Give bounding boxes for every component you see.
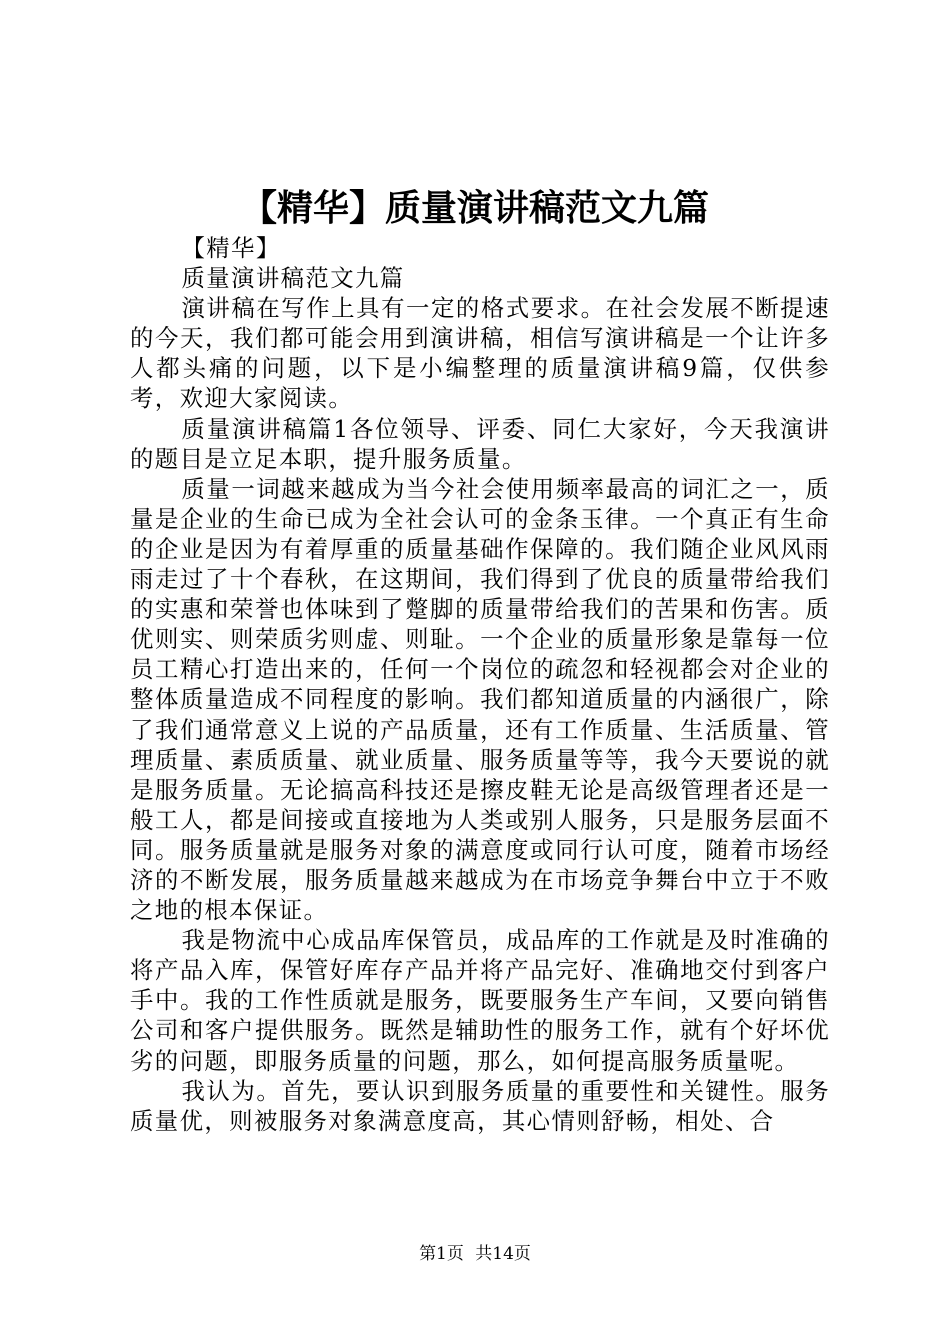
paragraph-intro: 演讲稿在写作上具有一定的格式要求。在社会发展不断提速的今天，我们都可能会用到演讲稿，相信写演讲稿是一个让许多人都头痛的问题，以下是小编整理的质量演讲稿9篇，仅供参考，欢迎大家阅读。 <box>130 294 830 413</box>
paragraph-first-point: 我认为。首先，要认识到服务质量的重要性和关键性。服务质量优，则被服务对象满意度高，其心情则舒畅，相处、合 <box>130 1076 830 1135</box>
paragraph-quality-meaning: 质量一词越来越成为当今社会使用频率最高的词汇之一，质量是企业的生命已成为全社会认可的金条玉律。一个真正有生命的企业是因为有着厚重的质量基础作保障的。我们随企业风风雨雨走过了十个春秋，在这期间，我们得到了优良的质量带给我们的实惠和荣誉也体味到了蹩脚的质量带给我们的苦果和伤害。质优则实、则荣质劣则虚、则耻。一个企业的质量形象是靠每一位员工精心打造出来的，任何一个岗位的疏忽和轻视都会对企业的整体质量造成不同程度的影响。我们都知道质量的内涵很广，除了我们通常意义上说的产品质量，还有工作质量、生活质量、管理质量、素质质量、就业质量、服务质量等等，我今天要说的就是服务质量。无论搞高科技还是擦皮鞋无论是高级管理者还是一般工人，都是间接或直接地为人类或别人服务，只是服务层面不同。服务质量就是服务对象的满意度或同行认可度，随着市场经济的不断发展，服务质量越来越成为在市场竞争舞台中立于不败之地的根本保证。 <box>130 474 830 925</box>
document-title: 【精华】质量演讲稿范文九篇 <box>240 187 709 229</box>
paragraph-tag: 【精华】 <box>181 234 281 262</box>
paragraph-warehouse-role: 我是物流中心成品库保管员，成品库的工作就是及时准确的将产品入库，保管好库存产品并将产品完好、准确地交付到客户手中。我的工作性质就是服务，既要服务生产车间，又要向销售公司和客户提供服务。既然是辅助性的服务工作，就有个好坏优劣的问题，即服务质量的问题，那么，如何提高服务质量呢。 <box>130 926 830 1075</box>
paragraph-speech-1-opening: 质量演讲稿篇1各位领导、评委、同仁大家好，今天我演讲的题目是立足本职，提升服务质量。 <box>130 414 830 473</box>
paragraph-subtitle: 质量演讲稿范文九篇 <box>181 264 405 293</box>
document-body <box>130 233 830 1136</box>
page-footer <box>0 1242 950 1266</box>
page-number: 第1页 <box>419 1244 464 1264</box>
page-total: 共14页 <box>475 1244 531 1264</box>
